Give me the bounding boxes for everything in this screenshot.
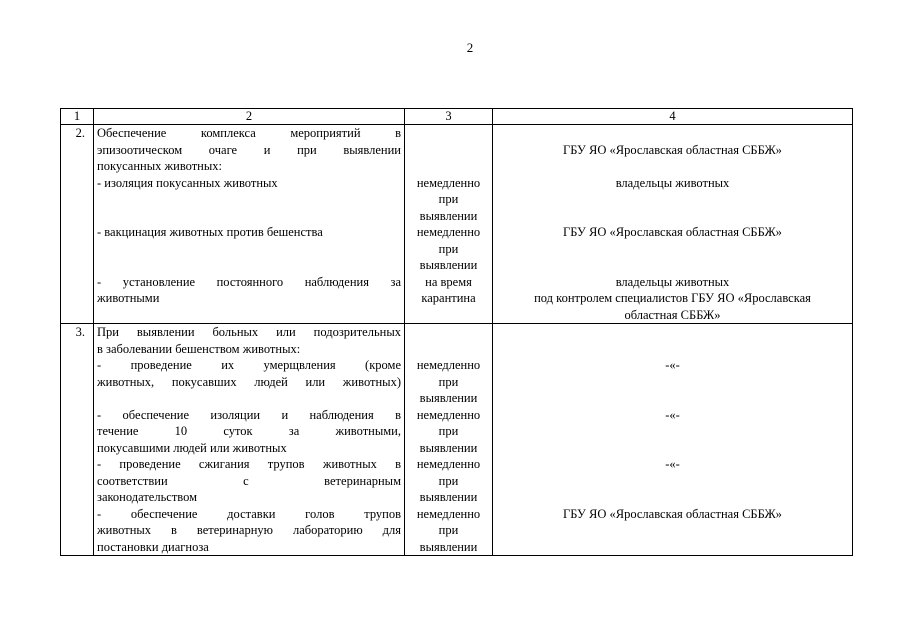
responsible-item: -«- <box>665 407 680 422</box>
text-line: покусанных животных: <box>97 159 222 173</box>
text-line: при <box>438 523 459 537</box>
measure-cell <box>94 324 405 556</box>
text-line: постановки диагноза <box>97 539 209 554</box>
text-line: выявлении <box>419 391 478 405</box>
text-line: - проведение сжигания трупов животных в <box>97 457 401 471</box>
responsible-cell <box>493 324 853 556</box>
text-line: течение 10 суток за животными, <box>97 424 401 438</box>
header-col-2: 2 <box>94 109 405 125</box>
text-line: при <box>438 241 459 256</box>
measure-intro <box>97 125 401 175</box>
text-line: немедленно <box>416 225 481 239</box>
text-line: выявлении <box>419 258 478 272</box>
measure-intro <box>97 324 401 357</box>
text-line: законодательством <box>97 490 198 504</box>
table-header-row <box>61 109 853 125</box>
text-line: выявлении <box>419 440 478 455</box>
text-line: эпизоотическом очаге и при выявлении <box>97 142 401 157</box>
table-row <box>61 324 853 556</box>
text-line: - изоляция покусанных животных <box>97 175 278 190</box>
text-line: - вакцинация животных против бешенства <box>97 225 323 239</box>
text-line: - установление постоянного наблюдения за <box>97 274 401 289</box>
measures-table <box>60 108 853 556</box>
measure-item <box>97 407 401 457</box>
text-line: немедленно <box>416 506 481 521</box>
deadline-item <box>405 506 492 556</box>
text-line: в заболевании бешенством животных: <box>97 341 301 356</box>
text-line: немедленно <box>416 358 481 372</box>
row-number: 3. <box>61 324 94 556</box>
text-line: животными <box>97 291 160 305</box>
text-line: животных, покусавших людей или животных) <box>97 374 401 389</box>
text-line: на время <box>425 274 472 289</box>
measure-item <box>97 506 401 556</box>
measure-cell <box>94 125 405 324</box>
text-line: выявлении <box>419 539 478 554</box>
text-line: - обеспечение изоляции и наблюдения в <box>97 407 401 422</box>
text-line: при <box>438 374 459 389</box>
text-line: под контролем специалистов ГБУ ЯО «Ярославская <box>534 291 811 305</box>
table-row <box>61 125 853 324</box>
text-line: при <box>438 424 459 438</box>
text-line: немедленно <box>416 175 481 190</box>
responsible-cell <box>493 125 853 324</box>
measure-item <box>97 456 401 506</box>
text-line: немедленно <box>416 457 481 471</box>
deadline-item <box>405 357 492 407</box>
deadline-item <box>405 274 492 307</box>
measure-item <box>97 274 401 307</box>
text-line: выявлении <box>419 208 478 223</box>
measure-item <box>97 175 401 225</box>
header-col-3: 3 <box>405 109 493 125</box>
measure-item <box>97 224 401 274</box>
text-line: покусавшими людей или животных <box>97 440 287 455</box>
measure-item <box>97 357 401 407</box>
responsible-intro: ГБУ ЯО «Ярославская областная СББЖ» <box>563 142 782 157</box>
header-col-4: 4 <box>493 109 853 125</box>
responsible-item: владельцы животных <box>615 175 730 190</box>
text-line: Обеспечение комплекса мероприятий в <box>97 126 401 140</box>
deadline-cell <box>405 324 493 556</box>
text-line: - обеспечение доставки голов трупов <box>97 506 401 521</box>
page-number: 2 <box>466 40 474 55</box>
responsible-item <box>496 274 849 324</box>
text-line: соответствии с ветеринарным <box>97 473 401 488</box>
deadline-item <box>405 175 492 225</box>
text-line: - проведение их умерщвления (кроме <box>97 358 401 372</box>
text-line: При выявлении больных или подозрительных <box>97 325 401 339</box>
text-line: областная СББЖ» <box>624 307 721 322</box>
text-line: карантина <box>421 291 476 305</box>
responsible-item: -«- <box>665 457 680 471</box>
text-line: владельцы животных <box>615 274 730 289</box>
responsible-item: ГБУ ЯО «Ярославская областная СББЖ» <box>563 225 782 239</box>
deadline-item <box>405 456 492 506</box>
text-line: животных в ветеринарную лабораторию для <box>97 523 401 537</box>
text-line: немедленно <box>416 407 481 422</box>
row-number: 2. <box>61 125 94 324</box>
text-line: при <box>438 473 459 488</box>
text-line: выявлении <box>419 490 478 504</box>
responsible-item: ГБУ ЯО «Ярославская областная СББЖ» <box>563 506 782 521</box>
deadline-cell <box>405 125 493 324</box>
deadline-item <box>405 224 492 274</box>
text-line: при <box>438 192 459 206</box>
header-col-1: 1 <box>61 109 94 125</box>
responsible-item: -«- <box>665 358 680 372</box>
deadline-item <box>405 407 492 457</box>
